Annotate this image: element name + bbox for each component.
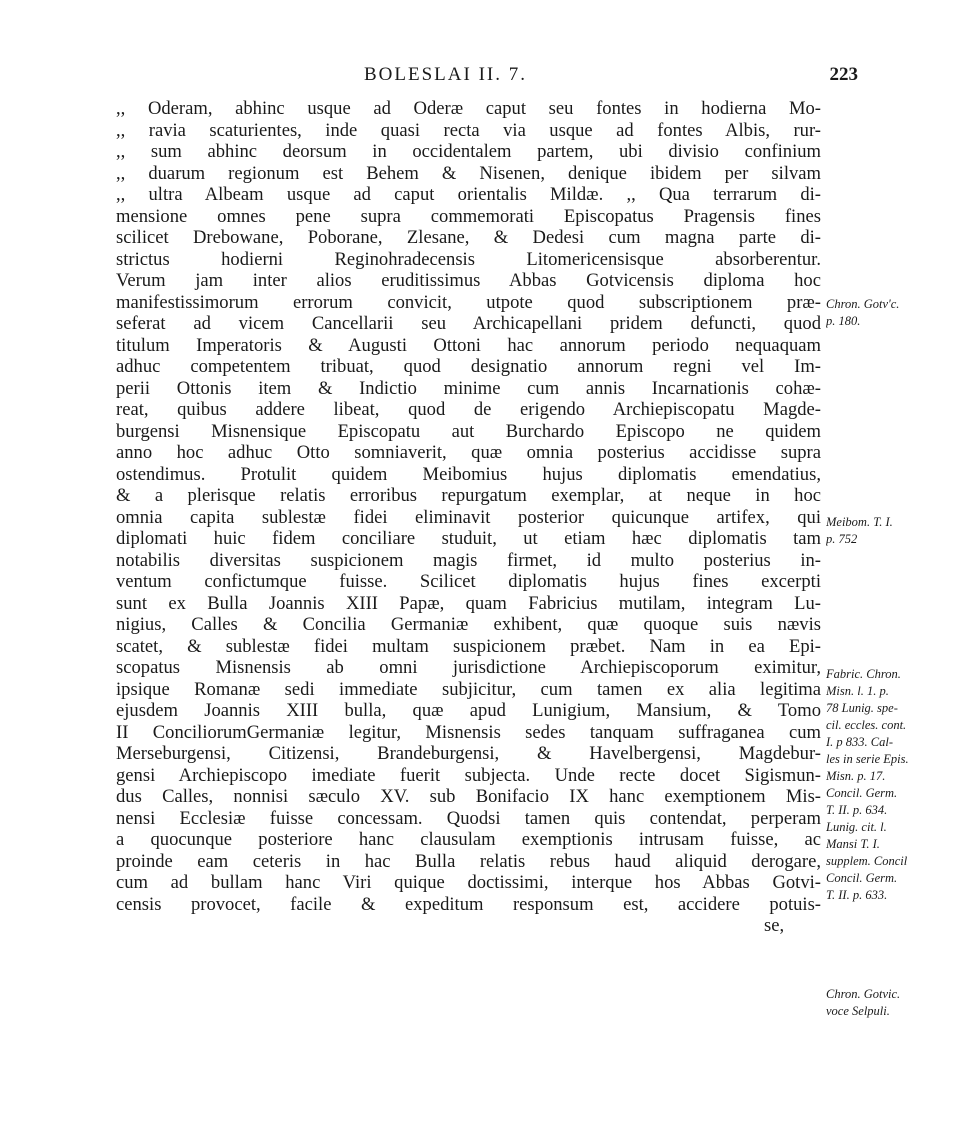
text-line: Merseburgensi, Citizensi, Brandeburgensi, & Havelbergensi, Magdebur- [116,743,821,764]
text-line: ,, duarum regionum est Behem & Nisenen, denique ibidem per silvam [116,162,821,184]
text-line: perii Ottonis item & Indictio minime cum annis Incarnationis cohæ- [116,377,821,399]
margin-note-line: Misn. l. 1. p. [826,684,889,698]
text-line: adhuc competentem tribuat, quod designatio annorum regni vel Im- [116,356,821,377]
text-line: II ConciliorumGermaniæ legitur, Misnensis sedes tanquam suffraganea cum [116,721,821,743]
text-line: proinde eam ceteris in hac Bulla relatis rebus haud aliquid derogare, [116,850,821,872]
text-line: nigius, Calles & Concilia Germaniæ exhibent, quæ quoque suis nævis [116,614,821,635]
margin-note-line: Chron. Gotvic. [826,987,901,1001]
margin-note-line: Chron. Gotv'c. [826,297,900,311]
text-line: ventum confictumque fuisse. Scilicet diplomatis hujus fines excerpti [116,571,821,592]
text-line: ,, sum abhinc deorsum in occidentalem partem, ubi divisio confinium [116,141,821,162]
text-line: ,, ultra Albeam usque ad caput orientalis Mildæ. ,, Qua terrarum di- [116,184,821,205]
text-line: Verum jam inter alios eruditissimus Abbas Gotvicensis diploma hoc [116,270,821,291]
margin-note [826,666,952,904]
text-line: scopatus Misnensis ab omni jurisdictione Archiepiscoporum eximitur, [116,657,821,678]
page-number: 223 [829,64,858,85]
margin-note-line: T. II. p. 633. [826,888,888,902]
margin-note-line: Misn. p. 17. [826,769,886,783]
text-line: mensione omnes pene supra commemorati Episcopatus Pragensis fines [116,205,821,227]
margin-note-line: les in serie Epis. [826,752,909,766]
margin-note-line: Mansi T. I. [826,837,880,851]
text-line: cum ad bullam hanc Viri quique doctissimi, interque hos Abbas Gotvi- [116,872,821,893]
text-line: anno hoc adhuc Otto somniaverit, quæ omnia posterius accidisse supra [116,442,821,463]
text-line: ,, Oderam, abhinc usque ad Oderæ caput seu fontes in hodierna Mo- [116,98,821,119]
text-line: reat, quibus addere libeat, quod de erigendo Archiepiscopatu Magde- [116,399,821,420]
text-line: sunt ex Bulla Joannis XIII Papæ, quam Fabricius mutilam, integram Lu- [116,592,821,614]
text-line: omnia capita sublestæ fidei eliminavit posterior quicunque artifex, qui [116,506,821,528]
margin-note [826,296,952,330]
text-line: burgensi Misnensique Episcopatu aut Burchardo Episcopo ne quidem [116,420,821,442]
margin-note-line: supplem. Concil [826,854,908,868]
text-line: strictus hodierni Reginohradecensis Litomericensisque absorberentur. [116,248,821,270]
text-line: dus Calles, nonnisi sæculo XV. sub Bonifacio IX hanc exemptionem Mis- [116,786,821,807]
margin-note-line: Concil. Germ. [826,871,898,885]
text-line: ,, ravia scaturientes, inde quasi recta via usque ad fontes Albis, rur- [116,119,821,141]
text-line: ejusdem Joannis XIII bulla, quæ apud Lunigium, Mansium, & Tomo [116,700,821,721]
text-line: ipsique Romanæ sedi immediate subjicitur, cum tamen ex alia legitima [116,678,821,700]
margin-note-line: T. II. p. 634. [826,803,888,817]
text-line: a quocunque posteriore hanc clausulam exemptionis intrusam fuisse, ac [116,829,821,850]
text-line: ostendimus. Protulit quidem Meibomius hujus diplomatis emendatius, [116,463,821,485]
text-line: & a plerisque relatis erroribus repurgatum exemplar, at neque in hoc [116,485,821,506]
text-line: scatet, & sublestæ fidei multam suspicionem præbet. Nam in ea Epi- [116,635,821,657]
text-line: notabilis diversitas suspicionem magis firmet, id multo posterius in- [116,549,821,571]
text-line: gensi Archiepiscopo imediate fuerit subjecta. Unde recte docet Sigismun- [116,764,821,786]
margin-note-line: p. 180. [826,314,861,328]
margin-note-line: Fabric. Chron. [826,667,901,681]
text-line: se, [764,915,785,936]
running-header [118,64,858,94]
text-line: nensi Ecclesiæ fuisse concessam. Quodsi tamen quis contendat, perperam [116,807,821,829]
margin-note-line: Lunig. cit. l. [826,820,887,834]
text-line: manifestissimorum errorum convicit, utpote quod subscriptionem præ- [116,291,821,313]
text-line: titulum Imperatoris & Augusti Ottoni hac annorum periodo nequaquam [116,334,821,356]
text-line: censis provocet, facile & expeditum responsum est, accidere potuis- [116,893,821,915]
margin-note-line: 78 Lunig. spe- [826,701,898,715]
text-line: scilicet Drebowane, Poborane, Zlesane, & Dedesi cum magna parte di- [116,227,821,248]
margin-note-line: cil. eccles. cont. [826,718,907,732]
margin-note-line: I. p 833. Cal- [826,735,894,749]
text-line: seferat ad vicem Cancellarii seu Archicapellani pridem defuncti, quod [116,313,821,334]
text-line: diplomati huic fidem conciliare studuit, ut etiam hæc diplomatis tam [116,528,821,549]
running-title: BOLESLAI II. 7. [364,64,527,85]
margin-note [826,986,952,1020]
margin-note [826,514,952,548]
body-text [116,98,821,937]
margin-note-line: voce Selpuli. [826,1004,890,1018]
margin-note-line: Concil. Germ. [826,786,898,800]
margin-note-line: Meibom. T. I. [826,515,893,529]
margin-note-line: p. 752 [826,532,858,546]
